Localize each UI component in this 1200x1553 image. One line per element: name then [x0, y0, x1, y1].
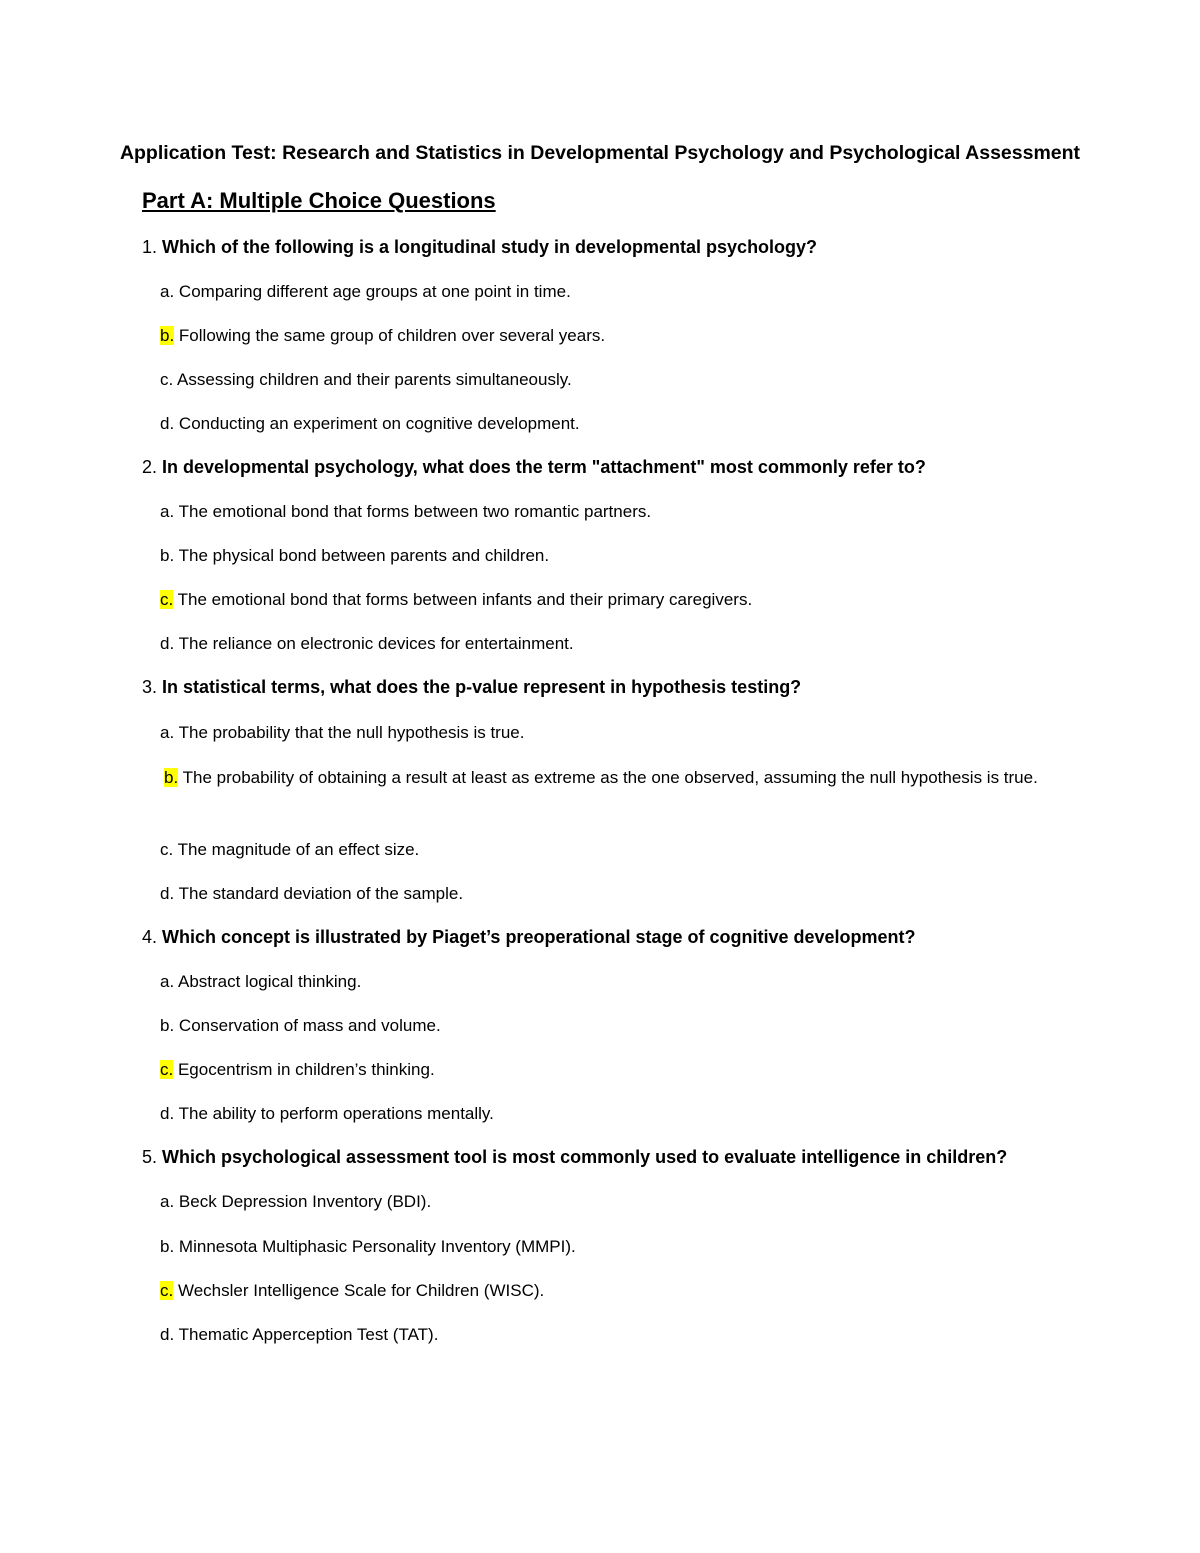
option-2d [160, 634, 574, 654]
option-text: Egocentrism in children’s thinking. [177, 1060, 435, 1079]
option-2b [160, 546, 549, 566]
option-1d [160, 414, 580, 434]
document-title: Application Test: Research and Statistics in Developmental Psychology and Psychological Assessment [119, 142, 1081, 164]
option-letter-highlighted: c. [160, 1060, 174, 1079]
option-letter: d. [160, 1325, 175, 1344]
option-3d [160, 884, 463, 904]
option-text: Following the same group of children over several years. [178, 326, 606, 345]
option-text: Conducting an experiment on cognitive development. [178, 414, 580, 433]
question-number: 3. [142, 677, 158, 697]
question-number: 1. [142, 237, 158, 257]
question-text: Which concept is illustrated by Piaget’s preoperational stage of cognitive development? [162, 927, 916, 947]
question-text: In statistical terms, what does the p-value represent in hypothesis testing? [162, 677, 802, 697]
question-1 [142, 237, 817, 258]
option-4a [160, 972, 361, 992]
option-5c [160, 1281, 544, 1301]
question-text: Which psychological assessment tool is most commonly used to evaluate intelligence in children? [162, 1147, 1008, 1167]
option-letter-highlighted: b. [160, 326, 175, 345]
option-text: Beck Depression Inventory (BDI). [178, 1192, 432, 1211]
option-text: Conservation of mass and volume. [178, 1016, 441, 1035]
option-5d [160, 1325, 438, 1345]
question-number: 4. [142, 927, 158, 947]
question-3 [142, 677, 801, 698]
option-text: The emotional bond that forms between two romantic partners. [178, 502, 652, 521]
option-text: The ability to perform operations mentally. [178, 1104, 494, 1123]
option-letter: d. [160, 1104, 175, 1123]
option-text: The probability of obtaining a result at least as extreme as the one observed, assuming the null hypothesis is true. [182, 768, 1038, 787]
option-letter-highlighted: c. [160, 590, 174, 609]
option-4d [160, 1104, 494, 1124]
option-5b [160, 1237, 576, 1257]
option-4b [160, 1016, 441, 1036]
option-letter: a. [160, 723, 175, 742]
option-letter: a. [160, 282, 175, 301]
question-text: In developmental psychology, what does the term "attachment" most commonly refer to? [162, 457, 926, 477]
option-text: Wechsler Intelligence Scale for Children (WISC). [177, 1281, 545, 1300]
option-2a [160, 502, 651, 522]
option-1b [160, 326, 605, 346]
part-heading: Part A: Multiple Choice Questions [142, 188, 496, 213]
option-text: Assessing children and their parents simultaneously. [177, 370, 572, 389]
question-5 [142, 1147, 1007, 1168]
option-text: Minnesota Multiphasic Personality Inventory (MMPI). [178, 1237, 576, 1256]
option-1a [160, 282, 571, 302]
option-letter: a. [160, 1192, 175, 1211]
question-4 [142, 927, 916, 948]
option-letter: d. [160, 634, 175, 653]
option-letter: b. [160, 1237, 175, 1256]
option-5a [160, 1192, 431, 1212]
option-text: The emotional bond that forms between infants and their primary caregivers. [177, 590, 753, 609]
option-4c [160, 1060, 435, 1080]
option-3c [160, 840, 419, 860]
option-letter: d. [160, 884, 175, 903]
option-2c [160, 590, 752, 610]
question-number: 2. [142, 457, 158, 477]
option-letter: b. [160, 546, 175, 565]
option-letter-highlighted: b. [164, 768, 179, 787]
option-letter: b. [160, 1016, 175, 1035]
option-text: The standard deviation of the sample. [178, 884, 464, 903]
option-text: The reliance on electronic devices for entertainment. [178, 634, 574, 653]
option-text: Thematic Apperception Test (TAT). [178, 1325, 439, 1344]
option-3a [160, 723, 524, 743]
question-number: 5. [142, 1147, 158, 1167]
option-1c [160, 370, 572, 390]
option-3b [142, 764, 1058, 792]
option-text: Comparing different age groups at one point in time. [178, 282, 571, 301]
option-letter: a. [160, 972, 175, 991]
option-letter: d. [160, 414, 175, 433]
option-text: The magnitude of an effect size. [177, 840, 420, 859]
option-text: The physical bond between parents and children. [178, 546, 550, 565]
option-text: The probability that the null hypothesis is true. [178, 723, 525, 742]
option-letter: a. [160, 502, 175, 521]
option-letter: c. [160, 840, 174, 859]
option-text: Abstract logical thinking. [177, 972, 362, 991]
option-letter: c. [160, 370, 174, 389]
question-2 [142, 457, 926, 478]
option-letter-highlighted: c. [160, 1281, 174, 1300]
question-text: Which of the following is a longitudinal study in developmental psychology? [162, 237, 818, 257]
